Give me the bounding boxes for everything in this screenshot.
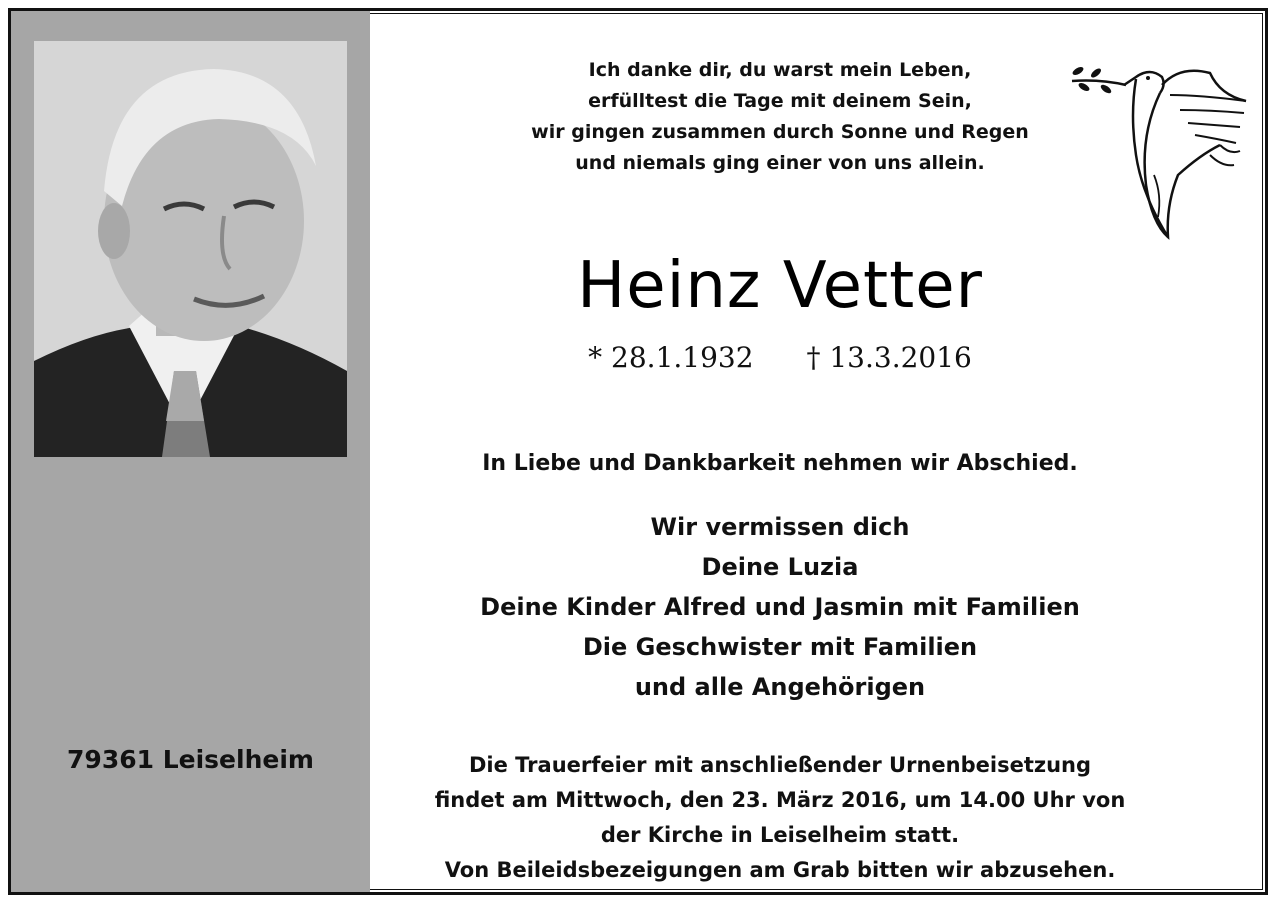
death-date: † 13.3.2016 (806, 341, 972, 374)
location: 79361 Leiselheim (67, 745, 314, 774)
service-info (370, 748, 1190, 888)
mourner-line: Die Geschwister mit Familien (582, 633, 978, 661)
poem-line: Ich danke dir, du warst mein Leben, (588, 59, 972, 81)
birth-date: * 28.1.1932 (588, 341, 754, 374)
sidebar (11, 11, 370, 892)
service-line: Von Beileidsbezeigungen am Grab bitten wir abzusehen. (444, 858, 1116, 882)
mourner-line: Deine Luzia (701, 553, 859, 581)
service-line: der Kirche in Leiselheim statt. (600, 823, 960, 847)
deceased-name: Heinz Vetter (577, 249, 983, 323)
obituary-notice (8, 8, 1268, 895)
service-line: Die Trauerfeier mit anschließender Urnenbeisetzung (468, 753, 1092, 777)
mourner-line: Deine Kinder Alfred und Jasmin mit Familien (480, 593, 1080, 621)
mourners-intro: Wir vermissen dich (650, 513, 910, 541)
portrait-photo (34, 41, 347, 457)
mourners (370, 507, 1190, 707)
poem-line: erfülltest die Tage mit deinem Sein, (588, 90, 972, 112)
poem (450, 55, 1110, 179)
dove-with-olive-branch-icon (1070, 55, 1248, 241)
farewell-text: In Liebe und Dankbarkeit nehmen wir Abschied. (482, 451, 1078, 476)
service-line: findet am Mittwoch, den 23. März 2016, um 14.00 Uhr von (434, 788, 1126, 812)
life-dates (370, 341, 1190, 374)
portrait-illustration (34, 41, 347, 457)
poem-line: und niemals ging einer von uns allein. (575, 152, 985, 174)
poem-line: wir gingen zusammen durch Sonne und Regen (531, 121, 1029, 143)
mourner-line: und alle Angehörigen (634, 673, 926, 701)
main-content (370, 11, 1265, 892)
